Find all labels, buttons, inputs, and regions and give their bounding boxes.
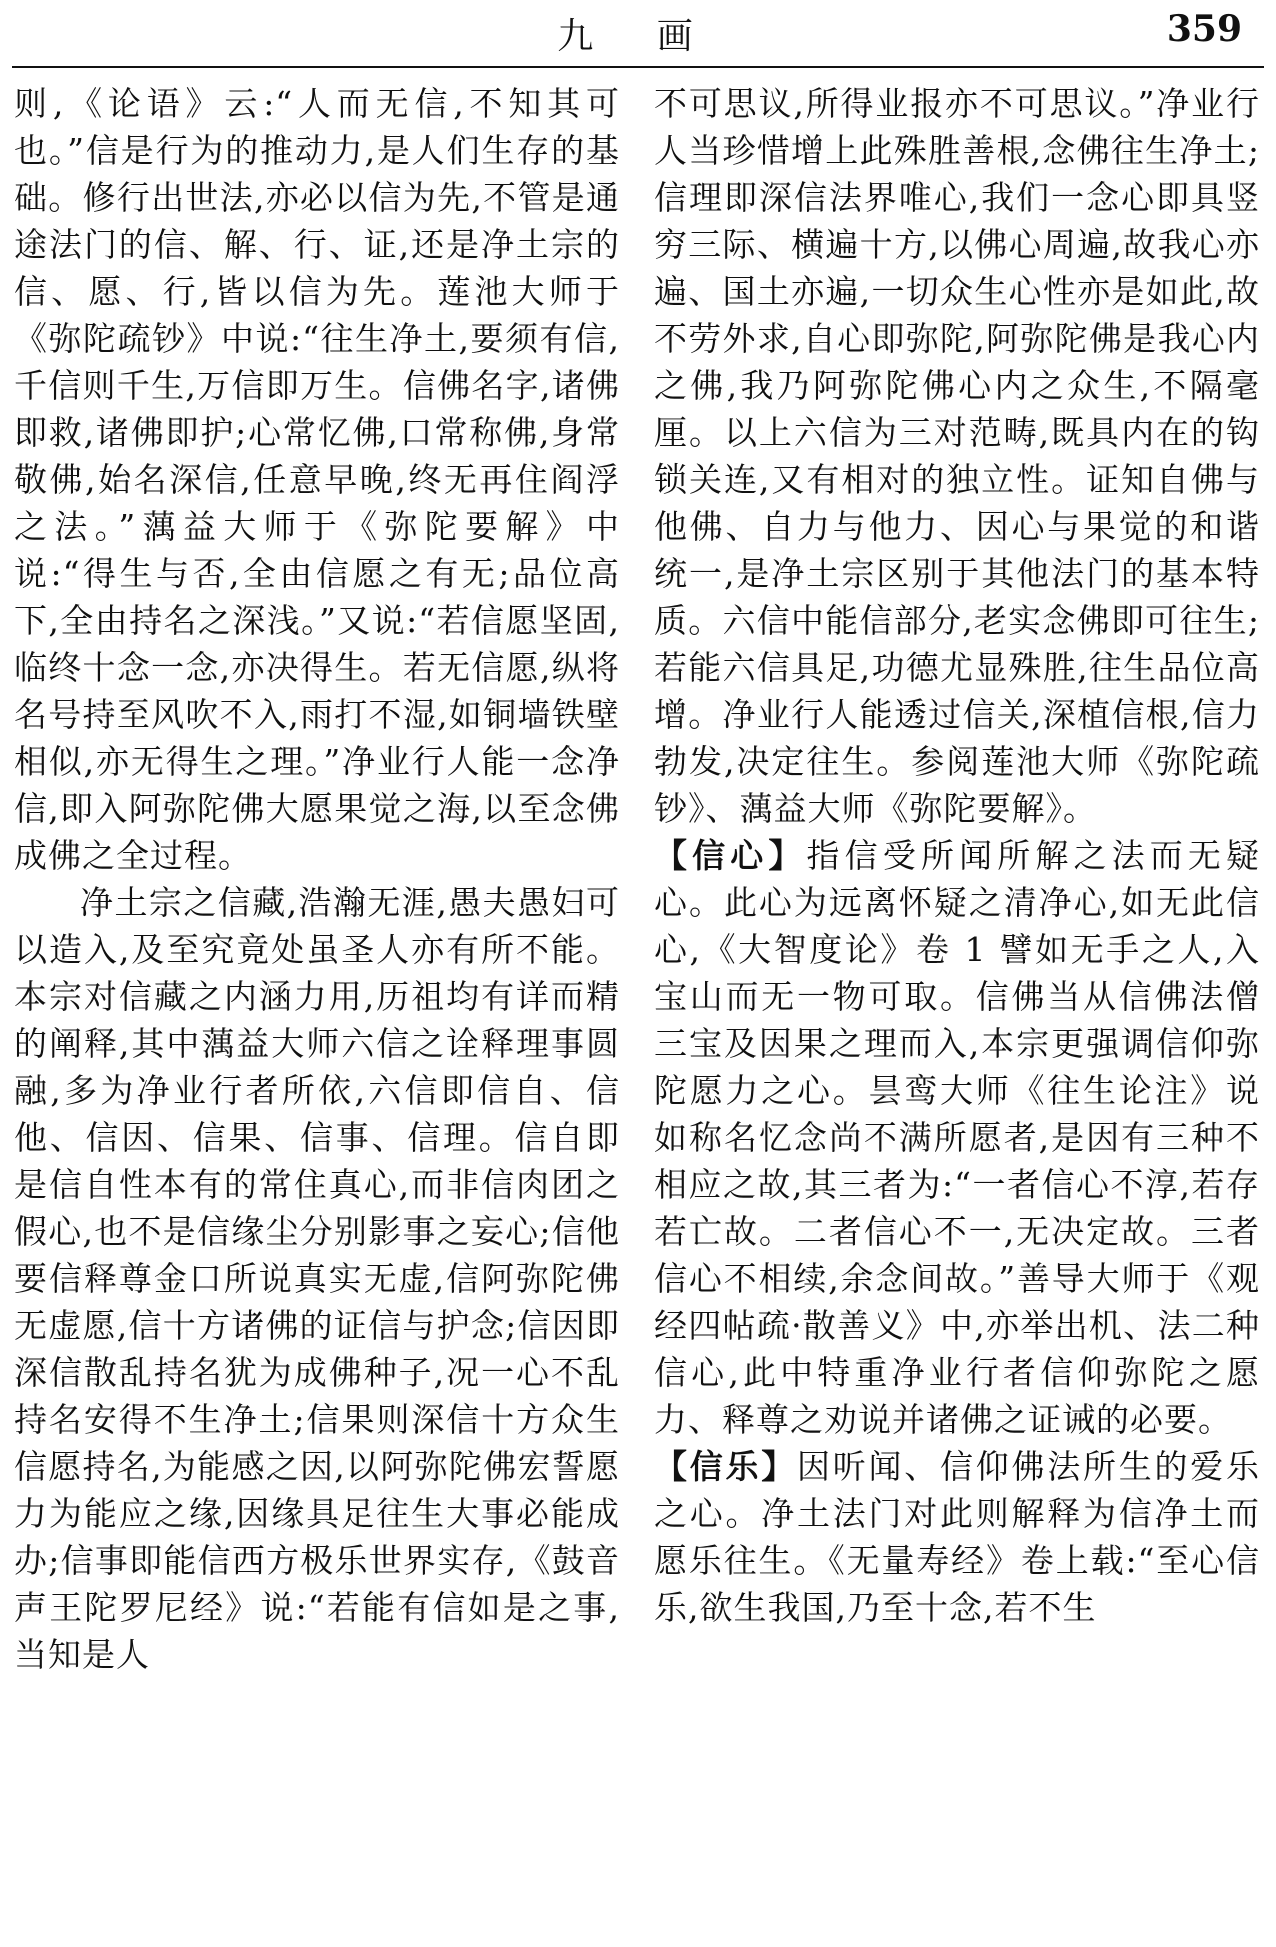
page-header [12, 0, 1264, 68]
right-column [654, 80, 1260, 1940]
entry-term-xinxin: 【信心】 [654, 836, 807, 875]
entry-xinle [654, 1443, 1260, 1631]
left-paragraph-1: 则,《论语》云:“人而无信,不知其可也。”信是行为的推动力,是人们生存的基础。修行出世法,亦必以信为先,不管是通途法门的信、解、行、证,还是净土宗的信、愿、行,皆以信为先。莲池大师于《弥陀疏钞》中说:“往生净土,要须有信,千信则千生,万信即万生。信佛名字,诸佛即救,诸佛即护;心常忆佛,口常称佛,身常敬佛,始名深信,任意早晚,终无再住阎浮之法。”蕅益大师于《弥陀要解》中说:“得生与否,全由信愿之有无;品位高下,全由持名之深浅。”又说:“若信愿坚固,临终十念一念,亦决得生。若无信愿,纵将名号持至风吹不入,雨打不湿,如铜墙铁壁相似,亦无得生之理。”净业行人能一念净信,即入阿弥陀佛大愿果觉之海,以至念佛成佛之全过程。 [14, 84, 620, 875]
entry-xinxin [654, 832, 1260, 1443]
entry-text-xinxin: 指信受所闻所解之法而无疑心。此心为远离怀疑之清净心,如无此信心,《大智度论》卷 1 譬如无手之人,入宝山而无一物可取。信佛当从信佛法僧三宝及因果之理而入,本宗更强调信仰弥陀愿力之心。昙鸾大师《往生论注》说如称名忆念尚不满所愿者,是因有三种不相应之故,其三者为:“一者信心不淳,若存若亡故。二者信心不一,无决定故。三者信心不相续,余念间故。”善导大师于《观经四帖疏·散善义》中,亦举出机、法二种信心,此中特重净业行者信仰弥陀之愿力、释尊之劝说并诸佛之证诫的必要。 [654, 836, 1260, 1439]
entry-text-xinle: 因听闻、信仰佛法所生的爱乐之心。净土法门对此则解释为信净土而愿乐往生。《无量寿经》卷上载:“至心信乐,欲生我国,乃至十念,若不生 [654, 1447, 1260, 1627]
running-header-title: 九 画 [557, 16, 719, 57]
entry-term-xinle: 【信乐】 [654, 1447, 797, 1486]
right-paragraph-1: 不可思议,所得业报亦不可思议。”净业行人当珍惜增上此殊胜善根,念佛往生净土;信理即深信法界唯心,我们一念心即具竖穷三际、横遍十方,以佛心周遍,故我心亦遍、国土亦遍,一切众生心性亦是如此,故不劳外求,自心即弥陀,阿弥陀佛是我心内之佛,我乃阿弥陀佛心内之众生,不隔毫厘。以上六信为三对范畴,既具内在的钩锁关连,又有相对的独立性。证知自佛与他佛、自力与他力、因心与果觉的和谐统一,是净土宗区别于其他法门的基本特质。六信中能信部分,老实念佛即可往生;若能六信具足,功德尤显殊胜,往生品位高增。净业行人能透过信关,深植信根,信力勃发,决定往生。参阅莲池大师《弥陀疏钞》、蕅益大师《弥陀要解》。 [654, 84, 1260, 828]
left-column [14, 80, 620, 1940]
left-paragraph-2: 净土宗之信藏,浩瀚无涯,愚夫愚妇可以造入,及至究竟处虽圣人亦有所不能。本宗对信藏之内涵力用,历祖均有详而精的阐释,其中蕅益大师六信之诠释理事圆融,多为净业行者所依,六信即信自、信他、信因、信果、信事、信理。信自即是信自性本有的常住真心,而非信肉团之假心,也不是信缘尘分别影事之妄心;信他要信释尊金口所说真实无虚,信阿弥陀佛无虚愿,信十方诸佛的证信与护念;信因即深信散乱持名犹为成佛种子,况一心不乱持名安得不生净土;信果则深信十方众生信愿持名,为能感之因,以阿弥陀佛宏誓愿力为能应之缘,因缘具足往生大事必能成办;信事即能信西方极乐世界实存,《鼓音声王陀罗尼经》说:“若能有信如是之事,当知是人 [14, 883, 620, 1674]
page-number: 359 [1166, 8, 1242, 50]
